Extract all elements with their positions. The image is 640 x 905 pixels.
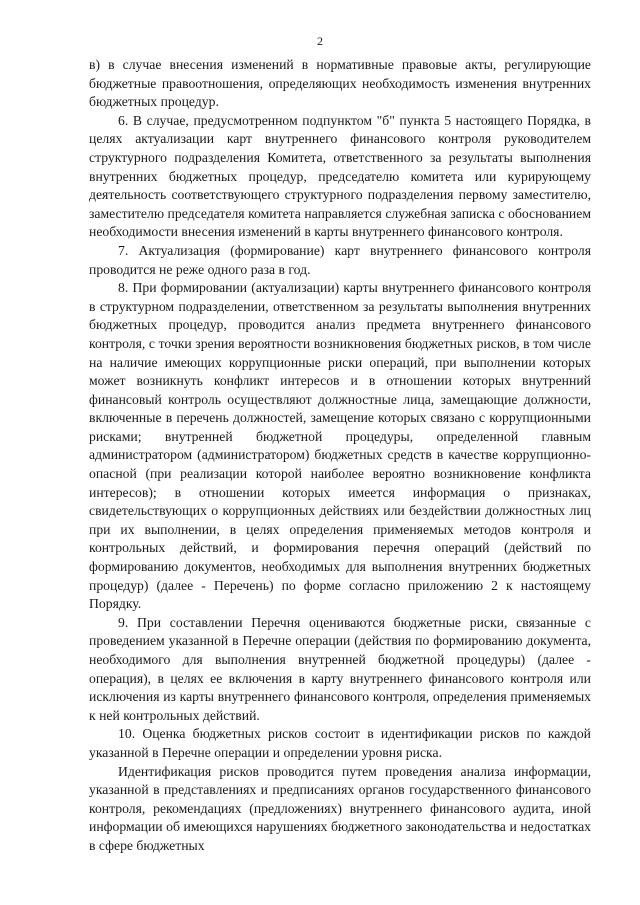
paragraph-6: 6. В случае, предусмотренном подпунктом "б" пункта 5 настоящего Порядка, в целях актуализации карт внутреннего финансового контроля руководителем структурного подразделения Комитета, ответственного за результаты выполнения внутренних бюджетных процедур, председателю комитета или курирующему деятельность соответствующего структурного подразделения первому заместителю, заместителю председателя комитета направляется служебная записка с обоснованием необходимости внесения изменений в карты внутреннего финансового контроля. [89, 112, 591, 240]
document-body [89, 56, 591, 856]
paragraph-item-v: в) в случае внесения изменений в нормативные правовые акты, регулирующие бюджетные правоотношения, определяющих необходимость изменения внутренних бюджетных процедур. [89, 57, 591, 110]
paragraph-8: 8. При формировании (актуализации) карты внутреннего финансового контроля в структурном подразделении, ответственном за результаты выполнения внутренних бюджетных процедур, проводится анализ предмета внутреннего финансового контроля, с точки зрения вероятности возникновения бюджетных рисков, в том числе на наличие имеющих коррупционные риски операций, при выполнении которых может возникнуть конфликт интересов и в отношении которых внутренний финансовый контроль осуществляют должностные лица, замещающие должности, включенные в перечень должностей, замещение которых связано с коррупционными рисками; внутренней бюджетной процедуры, определенной главным администратором (администратором) бюджетных средств в качестве коррупционно-опасной (при реализации которой наиболее вероятно возникновение конфликта интересов); в отношении которых имеется информация о признаках, свидетельствующих о коррупционных действиях или бездействии должностных лиц при их выполнении, в целях определения применяемых методов контроля и контрольных действий, и формирования перечня операций (действий по формированию документов, необходимых для выполнения внутренних бюджетных процедур) (далее - Перечень) по форме согласно приложению 2 к настоящему Порядку. [89, 280, 591, 612]
paragraph-7: 7. Актуализация (формирование) карт внутреннего финансового контроля проводится не реже одного раза в год. [89, 242, 591, 277]
paragraph-10: 10. Оценка бюджетных рисков состоит в идентификации рисков по каждой указанной в Перечне операции и определении уровня риска. [89, 726, 591, 760]
page-number: 2 [317, 34, 323, 48]
paragraph-9: 9. При составлении Перечня оцениваются бюджетные риски, связанные с проведением указанной в Перечне операции (действия по формированию документа, необходимого для выполнения внутренней бюджетной процедуры) (далее - операция), в целях ее включения в карту внутреннего финансового контроля или исключения из карты внутреннего финансового контроля, определения применяемых к ней контрольных действий. [89, 614, 591, 723]
paragraph-risk-identification: Идентификация рисков проводится путем проведения анализа информации, указанной в представлениях и предписаниях органов государственного финансового контроля, рекомендациях (предложениях) внутреннего финансового аудита, иной информации об имеющихся нарушениях бюджетного законодательства и недостатках в сфере бюджетных [89, 763, 591, 853]
